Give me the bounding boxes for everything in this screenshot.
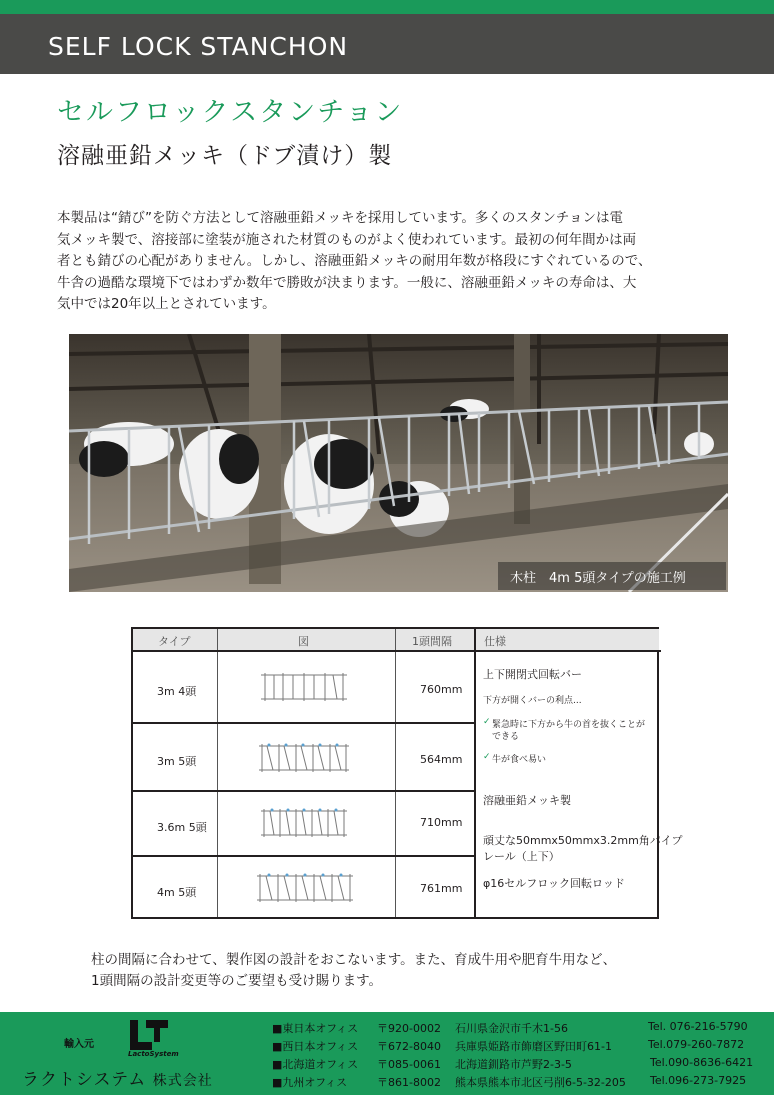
office-zip: 〒920-0002 — [377, 1022, 441, 1035]
footer — [0, 1012, 774, 1095]
header-type-label: タイプ — [158, 635, 191, 648]
intro-line: 者とも錆びの心配がありません。しかし、溶融亜鉛メッキの耐用年数が格段にすぐれているので、 — [57, 253, 652, 269]
company-name-main: ラクトシステム — [22, 1070, 147, 1090]
column-divider — [474, 629, 476, 917]
importer-label: 輸入元 — [64, 1039, 94, 1050]
photo-caption-text: 木柱 4m 5頭タイプの施工例 — [510, 571, 686, 586]
top-accent-stripe — [0, 0, 774, 14]
office-name: ■東日本オフィス — [272, 1022, 359, 1035]
closing-line: 柱の間隔に合わせて、製作図の設計をおこないます。また、育成牛用や肥育牛用など、 — [91, 952, 617, 968]
row-type: 4m 5頭 — [157, 886, 197, 899]
office-tel: Tel. 076-216-5790 — [648, 1020, 748, 1033]
intro-line: 気中では20年以上とされています。 — [57, 296, 276, 312]
header-diagram-label: 図 — [298, 635, 309, 648]
spec-pipe-line2: レール（上下） — [483, 850, 560, 863]
office-tel: Tel.096-273-7925 — [650, 1074, 747, 1087]
header-spacing-label: 1頭間隔 — [412, 635, 452, 648]
intro-paragraph — [57, 208, 722, 316]
barn-photo — [69, 334, 728, 592]
stanchion-diagram-3m-5 — [259, 741, 349, 775]
photo-caption — [498, 562, 726, 590]
intro-line: 本製品は“錆び”を防ぐ方法として溶融亜鉛メッキを採用しています。多くのスタンチョンは電 — [57, 210, 624, 226]
office-address: 北海道釧路市芦野2-3-5 — [455, 1058, 572, 1071]
spec-pipe-line1: 頑丈な50mmx50mmx3.2mm角パイプ — [483, 834, 683, 847]
row-spacing: 760mm — [420, 683, 463, 696]
row-type: 3.6m 5頭 — [157, 821, 207, 834]
check-icon: ✓ — [483, 752, 491, 762]
stanchion-diagram-3.6m-5 — [261, 805, 347, 841]
company-name — [22, 1065, 213, 1090]
row-divider — [133, 722, 475, 724]
column-divider — [217, 629, 218, 917]
office-address: 兵庫県姫路市飾磨区野田町61-1 — [455, 1040, 612, 1053]
company-name-suffix: 株式会社 — [152, 1073, 213, 1089]
office-address: 石川県金沢市千木1-56 — [455, 1022, 568, 1035]
spec-check1-line2: できる — [492, 732, 520, 742]
office-tel: Tel.079-260-7872 — [648, 1038, 745, 1051]
page-subtitle: 溶融亜鉛メッキ（ドブ漬け）製 — [57, 143, 393, 169]
office-name: ■九州オフィス — [272, 1076, 348, 1089]
office-name: ■西日本オフィス — [272, 1040, 359, 1053]
header-title: SELF LOCK STANCHON — [48, 32, 349, 61]
header-band — [0, 14, 774, 74]
spec-heading: 上下開閉式回転バー — [483, 668, 582, 681]
header-spec — [476, 629, 659, 651]
lactosystem-logo — [128, 1020, 170, 1050]
row-type: 3m 5頭 — [157, 755, 197, 768]
column-divider — [395, 629, 396, 917]
intro-line: 牛舎の過酷な環境下ではわずか数年で勝敗が決まります。一般に、溶融亜鉛メッキの寿命は、大 — [57, 274, 637, 291]
office-zip: 〒672-8040 — [377, 1040, 441, 1053]
office-address: 熊本県熊本市北区弓削6-5-32-205 — [455, 1076, 626, 1089]
row-spacing: 710mm — [420, 816, 463, 829]
row-divider — [133, 855, 475, 857]
header-spec-label: 仕様 — [484, 635, 506, 648]
logo-text: LactoSystem — [128, 1050, 179, 1058]
row-spacing: 761mm — [420, 882, 463, 895]
row-divider — [133, 790, 475, 792]
header-type — [133, 629, 218, 651]
office-zip: 〒085-0061 — [377, 1058, 441, 1071]
row-type: 3m 4頭 — [157, 685, 197, 698]
office-zip: 〒861-8002 — [377, 1076, 441, 1089]
office-tel: Tel.090-8636-6421 — [650, 1056, 754, 1069]
closing-line: 1頭間隔の設計変更等のご要望も受け賜ります。 — [91, 973, 383, 989]
spec-check1-line1: 緊急時に下方から牛の首を抜くことが — [492, 720, 646, 730]
row-spacing: 564mm — [420, 753, 463, 766]
spec-note: 下方が開くバーの利点... — [483, 696, 582, 706]
spec-rod: φ16セルフロック回転ロッド — [483, 877, 625, 890]
check-icon: ✓ — [483, 717, 491, 727]
intro-line: 気メッキ製で、溶接部に塗装が施された材質のものがよく使われています。最初の何年間かは両 — [57, 231, 637, 248]
row-divider — [133, 650, 661, 652]
office-name: ■北海道オフィス — [272, 1058, 359, 1071]
header-diagram — [218, 629, 396, 651]
spec-check2: 牛が食べ易い — [492, 755, 547, 765]
closing-paragraph — [91, 950, 616, 992]
spec-table — [131, 627, 683, 919]
stanchion-diagram-4m-5 — [257, 870, 353, 906]
stanchion-diagram-3m-4 — [261, 670, 347, 704]
header-spacing — [396, 629, 476, 651]
page-title: セルフロックスタンチョン — [57, 97, 404, 128]
spec-galvanized: 溶融亜鉛メッキ製 — [483, 794, 571, 807]
